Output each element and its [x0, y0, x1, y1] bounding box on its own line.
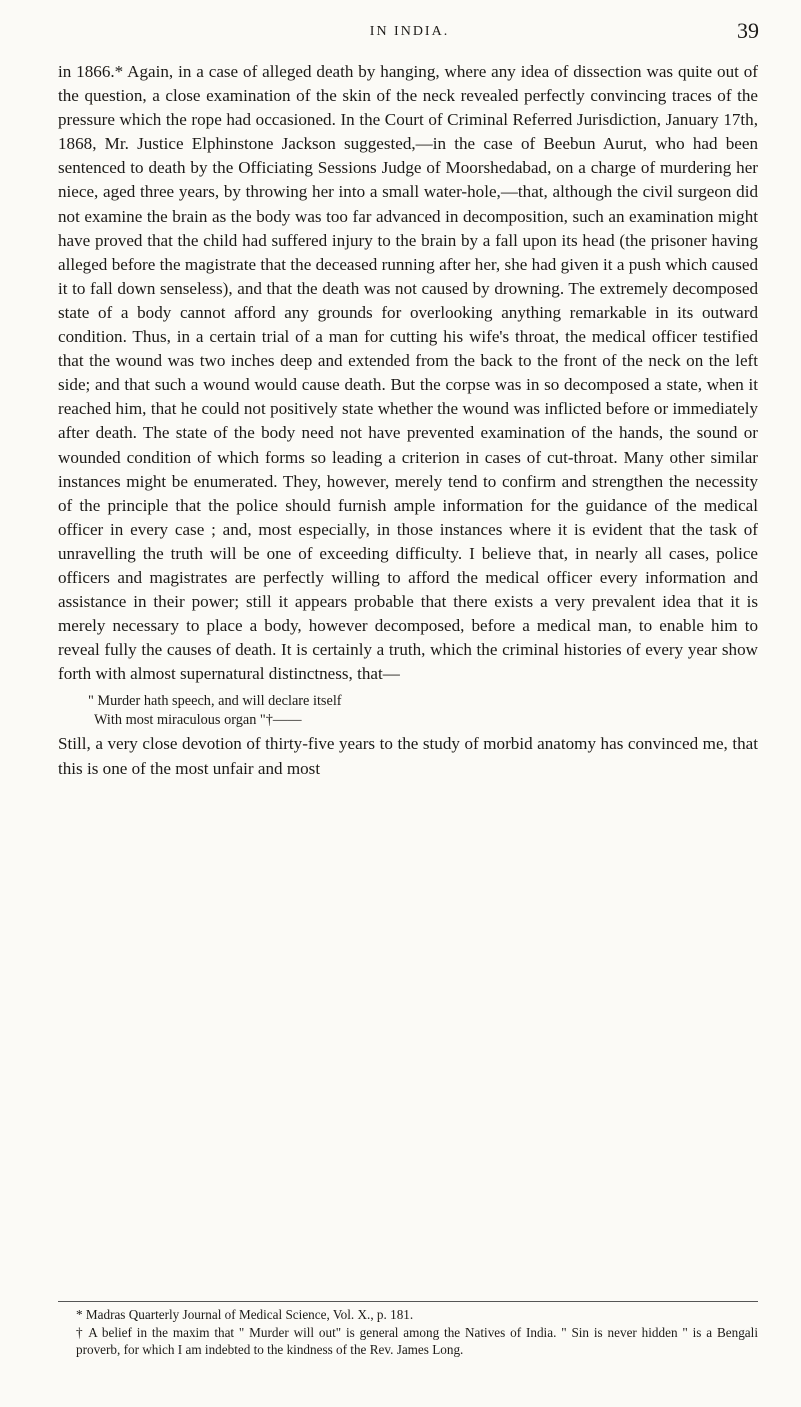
paragraph-2: Still, a very close devotion of thirty-five years to the study of morbid anatomy has convinced me, that this is one of the most unfair and most	[58, 734, 758, 778]
page-header	[60, 16, 759, 46]
quote-line-2: With most miraculous organ "†——	[94, 712, 302, 729]
page-number: 39	[737, 18, 759, 43]
paragraph-1: in 1866.* Again, in a case of alleged death by hanging, where any idea of dissection was quite out of the question, a close examination of the skin of the neck revealed perfectly convincing traces of the pressure which the rope had occasioned. In the Court of Criminal Referred Jurisdiction, January 17th, 1868, Mr. Justice Elphinstone Jackson suggested,—in the case of Beebun Aurut, who had been sentenced to death by the Officiating Sessions Judge of Moorshedabad, on a charge of murdering her niece, aged three years, by throwing her into a small water-hole,—that, although the civil surgeon did not examine the brain as the body was too far advanced in decomposition, such an examination might have proved that the child had suffered injury to the brain by a fall upon its head (the prisoner having alleged before the magistrate that the deceased running after her, she had given it a push which caused it to fall down senseless), and that the death was not caused by drowning. The extremely decomposed state of a body cannot afford any grounds for overlooking anything remarkable in its outward condition. Thus, in a certain trial of a man for cutting his wife's throat, the medical officer testified that the wound was two inches deep and extended from the back to the front of the neck on the left side; and that such a wound would cause death. But the corpse was in so decomposed a state, when it reached him, that he could not positively state whether the wound was inflicted before or immediately after death. The state of the body need not have prevented examination of the hands, the sound or wounded condition of which forms so leading a criterion in cases of cut-throat. Many other similar instances might be enumerated. They, however, merely tend to confirm and strengthen the necessity of the principle that the police should furnish ample information for the guidance of the medical officer in every case ; and, most especially, in those instances where it is evident that the task of unravelling the truth will be one of exceeding difficulty. I believe that, in nearly all cases, police officers and magistrates are perfectly willing to afford the medical officer every information and assistance in their power; still it appears probable that there exists a very prevalent idea that it is merely necessary to place a body, however decomposed, before a medical man, to enable him to reveal fully the causes of death. It is certainly a truth, which the criminal histories of every year show forth with almost supernatural distinctness, that—	[58, 62, 758, 684]
footnote-1: * Madras Quarterly Journal of Medical Science, Vol. X., p. 181.	[76, 1307, 414, 1322]
footnotes	[58, 1306, 758, 1359]
footnote-2: † A belief in the maxim that " Murder will out" is general among the Natives of India. " Sin is never hidden " is a Bengali proverb, for which I am indebted to the kindness of the Rev. James Long.	[76, 1324, 758, 1358]
main-text	[58, 60, 758, 781]
verse-quotation	[58, 692, 758, 730]
quote-line-1: " Murder hath speech, and will declare itself	[88, 693, 342, 710]
footnote-divider	[58, 1301, 758, 1302]
running-head: IN INDIA.	[369, 24, 450, 39]
